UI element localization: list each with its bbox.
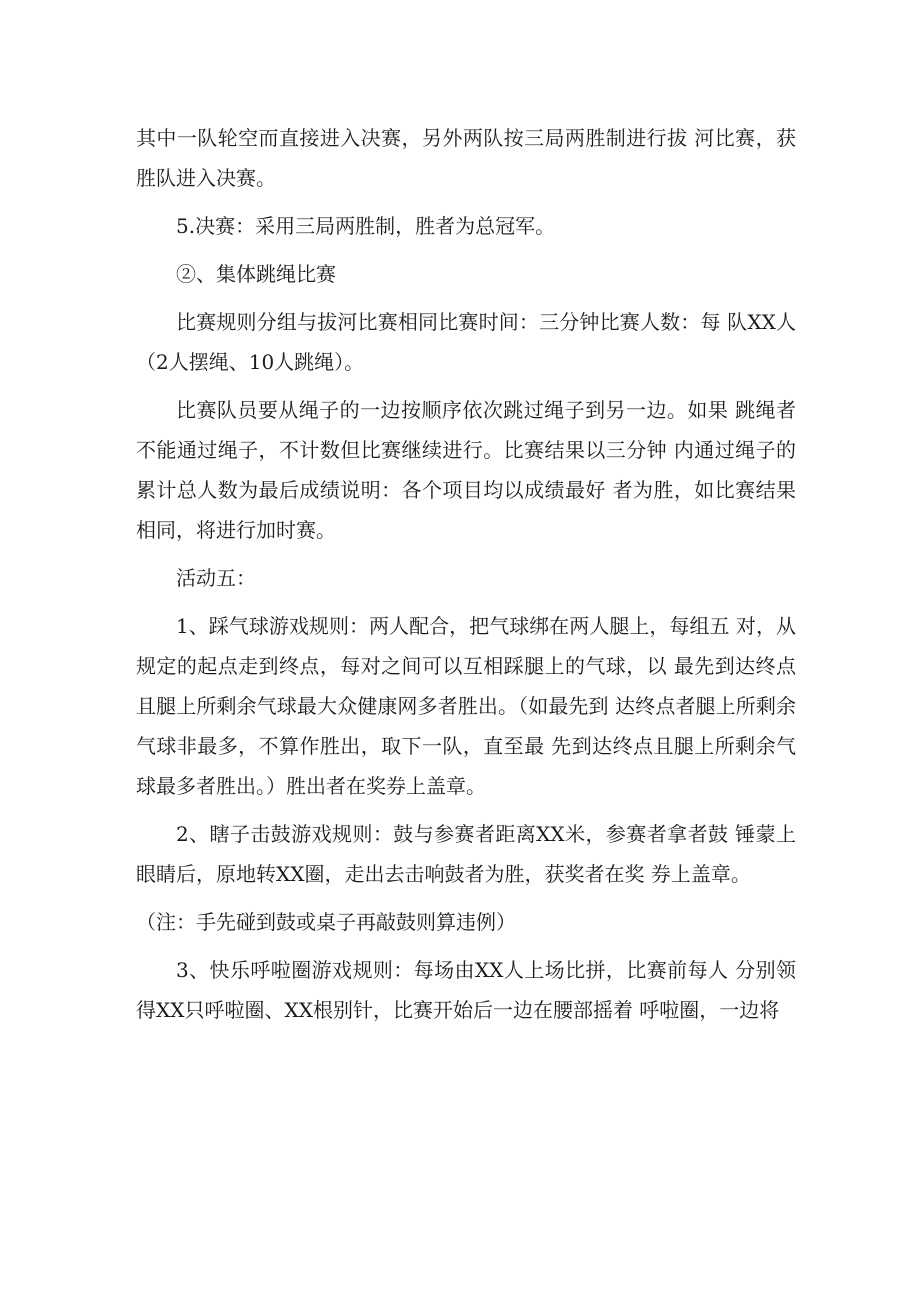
paragraph-7: 1、踩气球游戏规则：两人配合，把气球绑在两人腿上，每组五 对，从规定的起点走到终点，每对之间可以互相踩腿上的气球，以 最先到达终点且腿上所剩余气球最大众健康网多者胜出。（如最先到 达终点者腿上所剩余气球非最多，不算作胜出，取下一队，直至最 先到达终点且腿上所剩余气球最多者胜出。）胜出者在奖券上盖章。 [136, 614, 796, 798]
paragraph-3: ②、集体跳绳比赛 [176, 262, 336, 286]
paragraph-4: 比赛规则分组与拔河比赛相同比赛时间：三分钟比赛人数：每 队XX人（2人摆绳、10人跳绳）。 [136, 310, 796, 374]
paragraph-2: 5.决赛：采用三局两胜制，胜者为总冠军。 [176, 214, 556, 238]
paragraph-5: 比赛队员要从绳子的一边按顺序依次跳过绳子到另一边。如果 跳绳者不能通过绳子，不计数但比赛继续进行。比赛结果以三分钟 内通过绳子的累计总人数为最后成绩说明：各个项目均以成绩最好 者为胜，如比赛结果相同，将进行加时赛。 [136, 398, 796, 542]
paragraph-10: 3、快乐呼啦圈游戏规则：每场由XX人上场比拼，比赛前每人 分别领得XX只呼啦圈、XX根别针，比赛开始后一边在腰部摇着 呼啦圈，一边将 [136, 958, 796, 1022]
document-body [136, 118, 796, 1038]
paragraph-8: 2、瞎子击鼓游戏规则：鼓与参赛者距离XX米，参赛者拿者鼓 锤蒙上眼睛后，原地转XX圈，走出去击响鼓者为胜，获奖者在奖 券上盖章。 [136, 822, 796, 886]
paragraph-6: 活动五： [176, 566, 256, 590]
paragraph-1: 其中一队轮空而直接进入决赛，另外两队按三局两胜制进行拔 河比赛，获胜队进入决赛。 [136, 126, 796, 190]
paragraph-9: （注：手先碰到鼓或桌子再敲鼓则算违例） [136, 910, 516, 934]
